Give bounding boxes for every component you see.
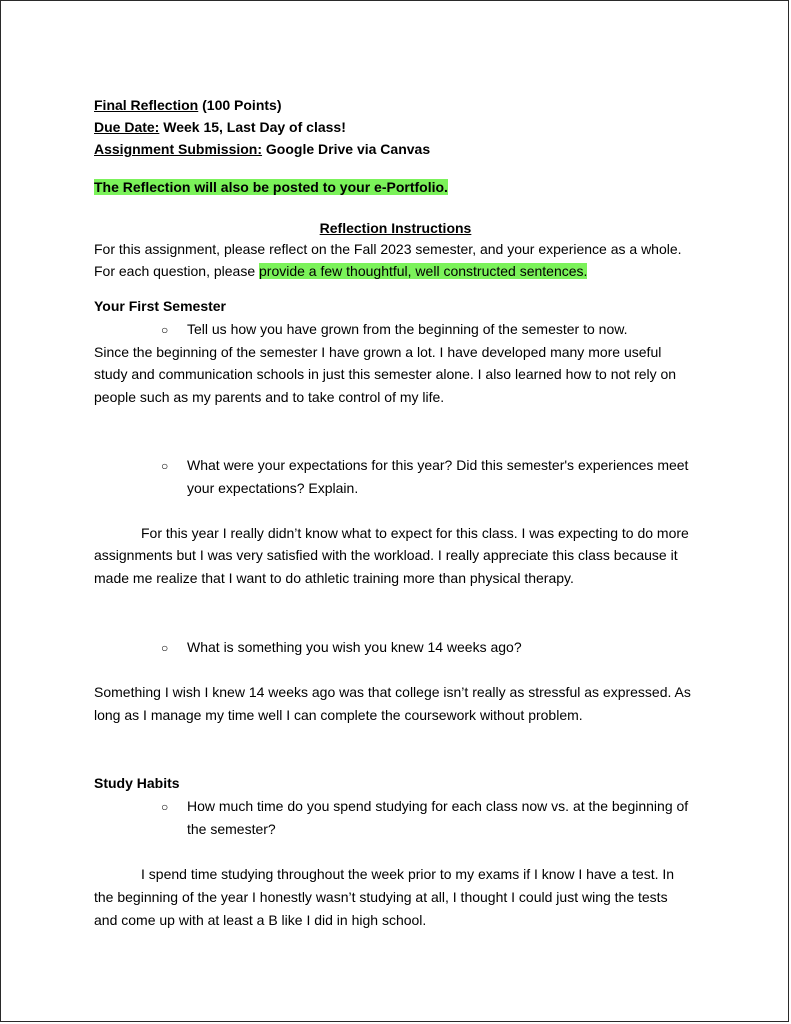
hollow-circle-bullet-icon: ○ <box>161 459 169 473</box>
answer-1-line-1: Since the beginning of the semester I have grown a lot. I have developed many more useful <box>94 344 662 360</box>
question-1-text: Tell us how you have grown from the beginning of the semester to now. <box>187 321 628 337</box>
submission-label: Assignment Submission: <box>94 141 263 157</box>
assignment-points: (100 Points) <box>198 97 282 113</box>
hollow-circle-bullet-icon: ○ <box>161 641 169 655</box>
question-4-text-line-2: the semester? <box>187 821 276 837</box>
answer-4-line-1: I spend time studying throughout the week prior to my exams if I know I have a test. In <box>141 866 675 882</box>
instructions-heading: Reflection Instructions <box>319 220 472 236</box>
question-3-text: What is something you wish you knew 14 weeks ago? <box>187 639 522 655</box>
due-date-line <box>94 116 346 139</box>
instructions-highlight: provide a few thoughtful, well constructed sentences. <box>259 263 588 279</box>
question-3 <box>161 636 522 660</box>
hollow-circle-bullet-icon: ○ <box>161 800 169 814</box>
assignment-title: Final Reflection <box>94 97 199 113</box>
eportfolio-note: The Reflection will also be posted to your e-Portfolio. <box>94 179 448 195</box>
submission-line <box>94 138 430 161</box>
instructions-line-2-prefix: For each question, please <box>94 263 259 279</box>
answer-1-line-2: study and communication schools in just this semester alone. I also learned how to not rely on <box>94 366 677 382</box>
question-4 <box>161 795 688 819</box>
assignment-title-line <box>94 94 281 117</box>
instructions-line-1: For this assignment, please reflect on the Fall 2023 semester, and your experience as a whole. <box>94 241 682 257</box>
question-4-text-line-1: How much time do you spend studying for each class now vs. at the beginning of <box>187 798 689 814</box>
answer-4-line-2: the beginning of the year I honestly wasn’t studying at all, I thought I could just wing the tests <box>94 889 668 905</box>
eportfolio-note-line <box>94 176 448 199</box>
answer-2-line-3: made me realize that I want to do athletic training more than physical therapy. <box>94 570 574 586</box>
question-2 <box>161 454 688 478</box>
question-2-text-line-1: What were your expectations for this year? Did this semester's experiences meet <box>187 457 689 473</box>
question-2-text-line-2: your expectations? Explain. <box>187 480 359 496</box>
section-heading-first-semester: Your First Semester <box>94 298 227 314</box>
submission-value: Google Drive via Canvas <box>262 141 431 157</box>
due-date-label: Due Date: <box>94 119 160 135</box>
instructions-line-2 <box>94 260 587 283</box>
answer-3-line-2: long as I manage my time well I can complete the coursework without problem. <box>94 707 583 723</box>
answer-1-line-3: people such as my parents and to take control of my life. <box>94 389 445 405</box>
answer-2-line-1: For this year I really didn’t know what to expect for this class. I was expecting to do more <box>141 525 689 541</box>
hollow-circle-bullet-icon: ○ <box>161 323 169 337</box>
answer-2-line-2: assignments but I was very satisfied with the workload. I really appreciate this class because it <box>94 547 678 563</box>
answer-4-line-3: and come up with at least a B like I did in high school. <box>94 912 427 928</box>
question-1 <box>161 318 627 342</box>
answer-3-line-1: Something I wish I knew 14 weeks ago was that college isn’t really as stressful as expressed. As <box>94 684 691 700</box>
due-date-value: Week 15, Last Day of class! <box>159 119 346 135</box>
section-heading-study-habits: Study Habits <box>94 775 180 791</box>
